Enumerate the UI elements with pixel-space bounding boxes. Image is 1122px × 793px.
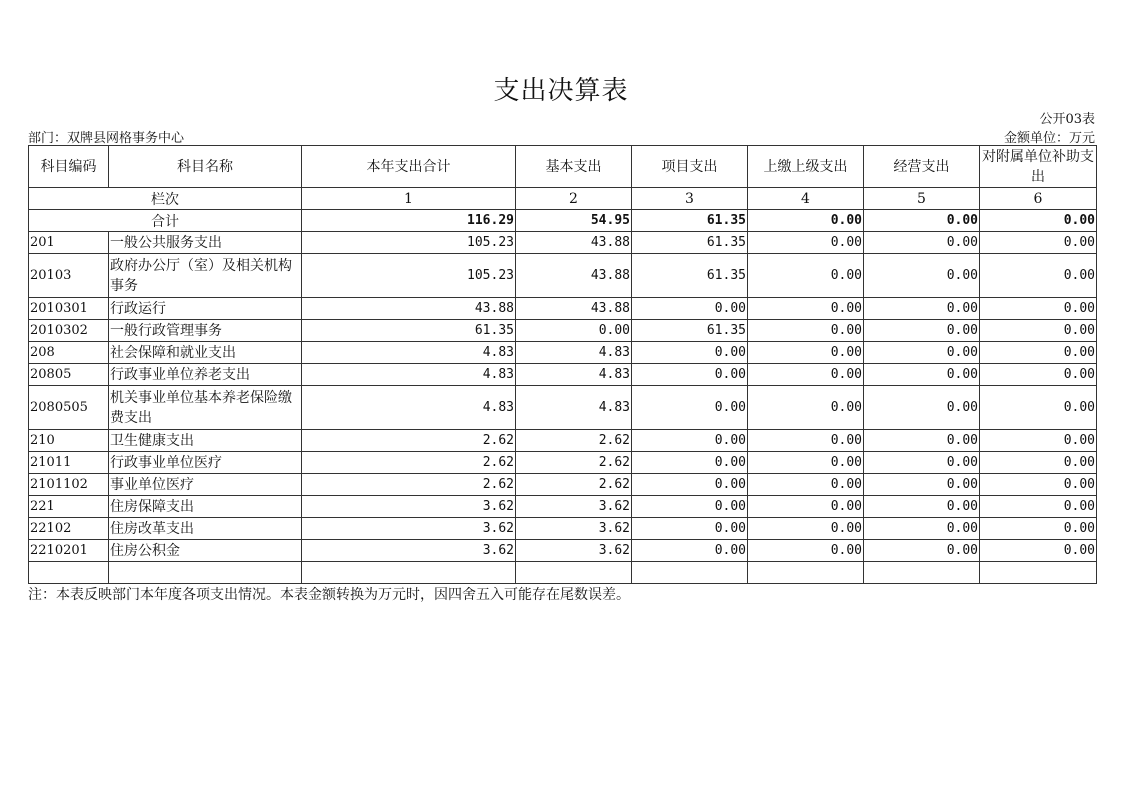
column-index: 2 (516, 188, 632, 210)
empty-cell (516, 562, 632, 584)
empty-cell (864, 562, 980, 584)
empty-cell (980, 562, 1097, 584)
empty-cell (109, 562, 302, 584)
amount-cell: 0.00 (632, 474, 748, 496)
amount-cell: 3.62 (302, 540, 516, 562)
empty-cell (29, 562, 109, 584)
empty-row (29, 562, 1097, 584)
subject-name: 行政事业单位养老支出 (109, 364, 302, 386)
amount-cell: 4.83 (516, 364, 632, 386)
total-label: 合计 (29, 210, 302, 232)
amount-cell: 0.00 (864, 298, 980, 320)
subject-code: 21011 (29, 452, 109, 474)
subject-name: 行政运行 (109, 298, 302, 320)
amount-cell: 0.00 (980, 320, 1097, 342)
subject-code: 2010301 (29, 298, 109, 320)
amount-cell: 0.00 (632, 452, 748, 474)
subject-name: 住房公积金 (109, 540, 302, 562)
table-row (29, 386, 1097, 430)
amount-cell: 4.83 (516, 342, 632, 364)
column-index-label: 栏次 (29, 188, 302, 210)
amount-cell: 61.35 (632, 232, 748, 254)
amount-cell: 0.00 (748, 474, 864, 496)
table-row (29, 452, 1097, 474)
table-row (29, 232, 1097, 254)
subject-name: 住房改革支出 (109, 518, 302, 540)
amount-cell: 3.62 (516, 496, 632, 518)
column-index-row (29, 188, 1097, 210)
amount-cell: 0.00 (980, 298, 1097, 320)
amount-cell: 0.00 (748, 496, 864, 518)
total-value: 0.00 (980, 210, 1097, 232)
header-remit: 上缴上级支出 (748, 146, 864, 188)
amount-cell: 3.62 (516, 518, 632, 540)
subject-code: 221 (29, 496, 109, 518)
amount-cell: 0.00 (864, 342, 980, 364)
amount-cell: 0.00 (864, 474, 980, 496)
subject-name: 事业单位医疗 (109, 474, 302, 496)
unit-label: 金额单位：万元 (1003, 131, 1095, 146)
footnote: 注：本表反映部门本年度各项支出情况。本表金额转换为万元时，因四舍五入可能存在尾数误差。 (28, 587, 630, 603)
amount-cell: 0.00 (980, 254, 1097, 298)
total-value: 0.00 (864, 210, 980, 232)
amount-cell: 0.00 (748, 364, 864, 386)
amount-cell: 43.88 (516, 298, 632, 320)
subject-code: 22102 (29, 518, 109, 540)
total-value: 0.00 (748, 210, 864, 232)
empty-cell (302, 562, 516, 584)
amount-cell: 0.00 (632, 298, 748, 320)
amount-cell: 105.23 (302, 254, 516, 298)
amount-cell: 0.00 (748, 430, 864, 452)
amount-cell: 61.35 (632, 254, 748, 298)
amount-cell: 0.00 (516, 320, 632, 342)
amount-cell: 2.62 (516, 430, 632, 452)
header-code: 科目编码 (29, 146, 109, 188)
header-name: 科目名称 (109, 146, 302, 188)
table-row (29, 540, 1097, 562)
amount-cell: 0.00 (980, 474, 1097, 496)
empty-cell (632, 562, 748, 584)
subject-name: 卫生健康支出 (109, 430, 302, 452)
table-row (29, 342, 1097, 364)
subject-code: 2210201 (29, 540, 109, 562)
amount-cell: 0.00 (864, 540, 980, 562)
amount-cell: 43.88 (302, 298, 516, 320)
amount-cell: 3.62 (516, 540, 632, 562)
amount-cell: 2.62 (302, 430, 516, 452)
table-row (29, 430, 1097, 452)
amount-cell: 0.00 (980, 364, 1097, 386)
header-operating: 经营支出 (864, 146, 980, 188)
subject-name: 政府办公厅（室）及相关机构事务 (109, 254, 302, 298)
subject-name: 机关事业单位基本养老保险缴费支出 (109, 386, 302, 430)
amount-cell: 0.00 (980, 430, 1097, 452)
amount-cell: 0.00 (632, 430, 748, 452)
amount-cell: 0.00 (632, 342, 748, 364)
total-value: 54.95 (516, 210, 632, 232)
subject-name: 一般公共服务支出 (109, 232, 302, 254)
empty-cell (748, 562, 864, 584)
header-project: 项目支出 (632, 146, 748, 188)
subject-code: 210 (29, 430, 109, 452)
amount-cell: 0.00 (864, 254, 980, 298)
amount-cell: 0.00 (748, 518, 864, 540)
amount-cell: 4.83 (302, 342, 516, 364)
amount-cell: 0.00 (632, 364, 748, 386)
table-row (29, 254, 1097, 298)
amount-cell: 0.00 (632, 518, 748, 540)
column-index: 3 (632, 188, 748, 210)
amount-cell: 4.83 (302, 364, 516, 386)
amount-cell: 3.62 (302, 518, 516, 540)
page-title: 支出决算表 (493, 76, 629, 106)
form-code: 公开03表 (1039, 112, 1095, 127)
amount-cell: 0.00 (748, 320, 864, 342)
amount-cell: 0.00 (864, 518, 980, 540)
amount-cell: 0.00 (748, 540, 864, 562)
amount-cell: 0.00 (980, 232, 1097, 254)
table-row (29, 320, 1097, 342)
column-index: 4 (748, 188, 864, 210)
header-basic: 基本支出 (516, 146, 632, 188)
table-row (29, 474, 1097, 496)
total-row (29, 210, 1097, 232)
subject-name: 社会保障和就业支出 (109, 342, 302, 364)
amount-cell: 4.83 (302, 386, 516, 430)
amount-cell: 0.00 (632, 540, 748, 562)
subject-code: 20103 (29, 254, 109, 298)
amount-cell: 0.00 (864, 452, 980, 474)
amount-cell: 61.35 (632, 320, 748, 342)
amount-cell: 105.23 (302, 232, 516, 254)
amount-cell: 0.00 (632, 386, 748, 430)
amount-cell: 4.83 (516, 386, 632, 430)
amount-cell: 2.62 (302, 474, 516, 496)
amount-cell: 43.88 (516, 254, 632, 298)
expenditure-table (28, 145, 1097, 584)
subject-name: 行政事业单位医疗 (109, 452, 302, 474)
amount-cell: 0.00 (864, 496, 980, 518)
amount-cell: 0.00 (864, 430, 980, 452)
header-total: 本年支出合计 (302, 146, 516, 188)
header-subsidy: 对附属单位补助支出 (980, 146, 1097, 188)
column-index: 1 (302, 188, 516, 210)
department-label: 部门：双牌县网格事务中心 (28, 131, 185, 146)
amount-cell: 61.35 (302, 320, 516, 342)
amount-cell: 3.62 (302, 496, 516, 518)
subject-name: 住房保障支出 (109, 496, 302, 518)
amount-cell: 2.62 (302, 452, 516, 474)
subject-name: 一般行政管理事务 (109, 320, 302, 342)
column-index: 5 (864, 188, 980, 210)
total-value: 116.29 (302, 210, 516, 232)
table-row (29, 364, 1097, 386)
table-row (29, 518, 1097, 540)
header-row (29, 146, 1097, 188)
amount-cell: 0.00 (632, 496, 748, 518)
subject-code: 2010302 (29, 320, 109, 342)
subject-code: 20805 (29, 364, 109, 386)
amount-cell: 0.00 (748, 232, 864, 254)
amount-cell: 0.00 (748, 386, 864, 430)
total-value: 61.35 (632, 210, 748, 232)
amount-cell: 0.00 (980, 540, 1097, 562)
amount-cell: 0.00 (864, 232, 980, 254)
amount-cell: 0.00 (748, 254, 864, 298)
amount-cell: 0.00 (748, 452, 864, 474)
column-index: 6 (980, 188, 1097, 210)
subject-code: 2101102 (29, 474, 109, 496)
amount-cell: 0.00 (980, 386, 1097, 430)
table-row (29, 298, 1097, 320)
subject-code: 201 (29, 232, 109, 254)
amount-cell: 0.00 (980, 342, 1097, 364)
amount-cell: 0.00 (748, 298, 864, 320)
subject-code: 208 (29, 342, 109, 364)
amount-cell: 0.00 (864, 364, 980, 386)
amount-cell: 0.00 (748, 342, 864, 364)
amount-cell: 0.00 (980, 518, 1097, 540)
amount-cell: 0.00 (864, 386, 980, 430)
amount-cell: 0.00 (980, 496, 1097, 518)
amount-cell: 43.88 (516, 232, 632, 254)
amount-cell: 2.62 (516, 452, 632, 474)
subject-code: 2080505 (29, 386, 109, 430)
table-row (29, 496, 1097, 518)
amount-cell: 2.62 (516, 474, 632, 496)
amount-cell: 0.00 (980, 452, 1097, 474)
amount-cell: 0.00 (864, 320, 980, 342)
